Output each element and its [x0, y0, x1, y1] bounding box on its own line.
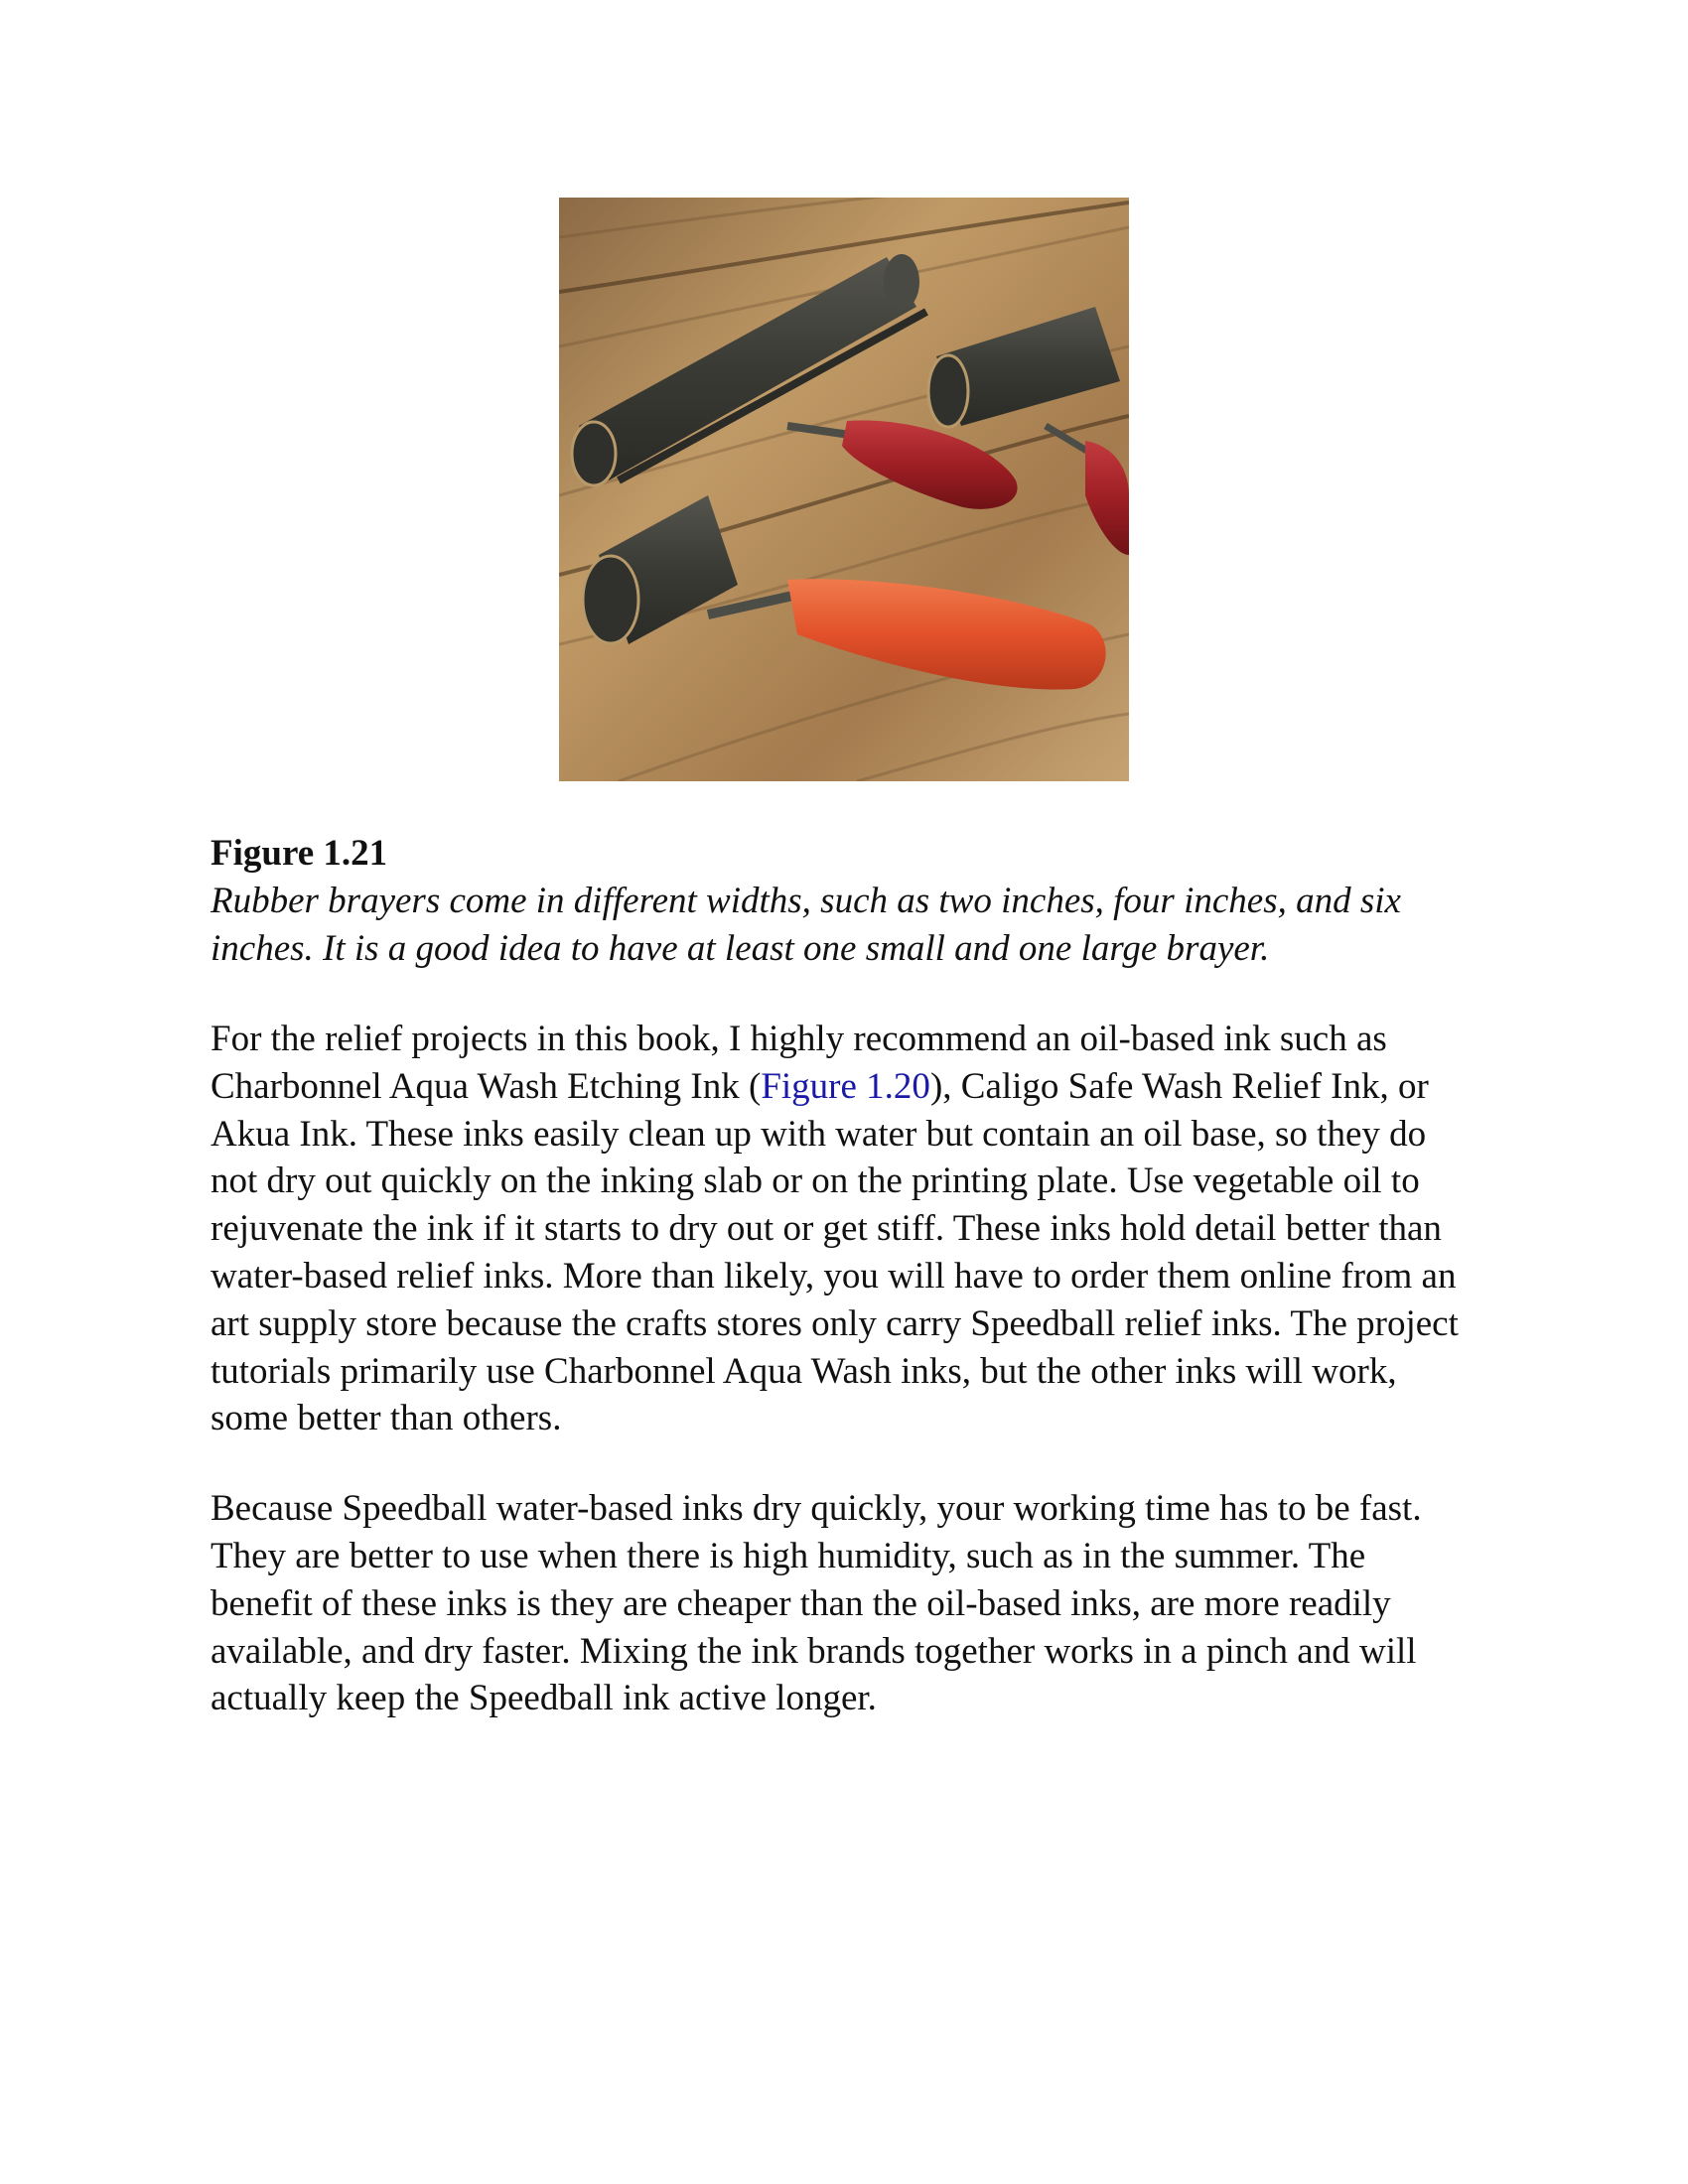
figure-label: Figure 1.21: [211, 833, 388, 874]
paragraph-text-after-link: ), Caligo Safe Wash Relief Ink, or Akua Ink. These inks easily clean up with water but contain an oil base, so they do not dry out quickly on the inking slab or on the printing plate. Use vegetable oil to rejuvenate the ink if it starts to dry out or get stiff. These inks hold detail better than water-based relief inks. More than likely, you will have to order them online from an art supply store because the crafts stores only carry Speedball relief inks. The project tutorials primarily use Charbonnel Aqua Wash inks, but the other inks will work, some better than others.: [211, 1065, 1459, 1439]
paragraph-water-based-inks: Because Speedball water-based inks dry quickly, your working time has to be fast. They are better to use when there is high humidity, such as in the summer. The benefit of these inks is they are cheaper than the oil-based inks, are more readily available, and dry faster. Mixing the ink brands together works in a pinch and will actually keep the Speedball ink active longer.: [211, 1488, 1422, 1719]
figure-caption: Rubber brayers come in different widths, such as two inches, four inches, and six inches. It is a good idea to have at least one small and one large brayer.: [211, 881, 1401, 969]
figure-reference-link[interactable]: Figure 1.20: [761, 1065, 930, 1107]
paragraph-text-before-link: For the relief projects in this book, I highly recommend an oil-based ink such as Charbonnel Aqua Wash Etching Ink (: [211, 1019, 1387, 1107]
brayers-photo: [559, 198, 1129, 781]
paragraph-oil-based-inks: [211, 1016, 1472, 1442]
document-body: [211, 830, 1501, 1722]
brayers-illustration: [559, 198, 1129, 781]
